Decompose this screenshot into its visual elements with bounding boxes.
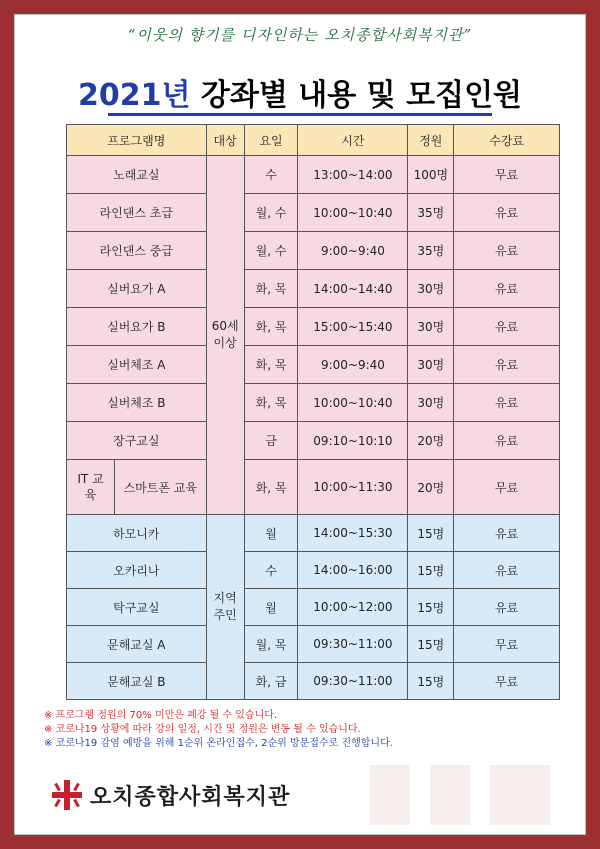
page-title	[0, 70, 600, 114]
day-cell: 월, 수	[244, 194, 298, 232]
day-cell: 수	[244, 552, 298, 589]
capacity-cell: 15명	[408, 663, 454, 700]
capacity-cell: 35명	[408, 194, 454, 232]
time-cell: 10:00~10:40	[298, 194, 408, 232]
program-name: 탁구교실	[67, 589, 207, 626]
fee-cell: 유료	[454, 194, 560, 232]
day-cell: 월	[244, 589, 298, 626]
day-cell: 화, 목	[244, 270, 298, 308]
header-fee: 수강료	[454, 125, 560, 156]
capacity-cell: 20명	[408, 422, 454, 460]
program-name: 실버요가 A	[67, 270, 207, 308]
fee-cell: 유료	[454, 308, 560, 346]
note-closure: ※ 프로그램 정원의 70% 미만은 폐강 될 수 있습니다.	[44, 710, 278, 721]
time-cell: 09:30~11:00	[298, 626, 408, 663]
slogan: “이웃의 향기를 디자인하는 오치종합사회복지관”	[127, 26, 473, 44]
capacity-cell: 30명	[408, 346, 454, 384]
program-name: 오카리나	[67, 552, 207, 589]
header-capacity: 정원	[408, 125, 454, 156]
background-pattern-icon	[360, 760, 560, 830]
course-table	[66, 124, 560, 700]
capacity-cell: 30명	[408, 270, 454, 308]
program-name: 문해교실 B	[67, 663, 207, 700]
day-cell: 화, 목	[244, 346, 298, 384]
table-row	[67, 589, 560, 626]
day-cell: 월, 수	[244, 232, 298, 270]
it-category: IT 교육	[77, 472, 104, 502]
fee-cell: 유료	[454, 384, 560, 422]
table-row	[67, 460, 560, 515]
title-underline	[108, 113, 492, 116]
time-cell: 09:10~10:10	[298, 422, 408, 460]
header-time: 시간	[298, 125, 408, 156]
day-cell: 월	[244, 515, 298, 552]
table-row	[67, 422, 560, 460]
day-cell: 화, 금	[244, 663, 298, 700]
table-row	[67, 270, 560, 308]
table-row	[67, 552, 560, 589]
time-cell: 13:00~14:00	[298, 156, 408, 194]
notes-section	[44, 709, 393, 751]
capacity-cell: 30명	[408, 384, 454, 422]
time-cell: 9:00~9:40	[298, 232, 408, 270]
day-cell: 월, 목	[244, 626, 298, 663]
fee-cell: 유료	[454, 422, 560, 460]
fee-cell: 무료	[454, 156, 560, 194]
program-name: 실버요가 B	[67, 308, 207, 346]
fee-cell: 유료	[454, 270, 560, 308]
table-row	[67, 626, 560, 663]
capacity-cell: 20명	[408, 460, 454, 515]
day-cell: 수	[244, 156, 298, 194]
time-cell: 9:00~9:40	[298, 346, 408, 384]
title-rest: 강좌별 내용 및 모집인원	[190, 78, 523, 113]
time-cell: 09:30~11:00	[298, 663, 408, 700]
capacity-cell: 15명	[408, 589, 454, 626]
time-cell: 10:00~12:00	[298, 589, 408, 626]
table-row	[67, 346, 560, 384]
capacity-cell: 30명	[408, 308, 454, 346]
program-name: 스마트폰 교육	[114, 460, 206, 515]
fee-cell: 유료	[454, 232, 560, 270]
table-row	[67, 663, 560, 700]
program-name: 실버체조 A	[67, 346, 207, 384]
day-cell: 화, 목	[244, 460, 298, 515]
table-row	[67, 515, 560, 552]
capacity-cell: 15명	[408, 626, 454, 663]
it-category-cell	[67, 460, 115, 515]
table-row	[67, 194, 560, 232]
fee-cell: 무료	[454, 663, 560, 700]
table-row	[67, 384, 560, 422]
fee-cell: 유료	[454, 552, 560, 589]
org-logo	[50, 775, 290, 815]
program-name: 실버체조 B	[67, 384, 207, 422]
capacity-cell: 100명	[408, 156, 454, 194]
program-name: 하모니카	[67, 515, 207, 552]
fee-cell: 무료	[454, 460, 560, 515]
table-header-row	[67, 125, 560, 156]
fee-cell: 무료	[454, 626, 560, 663]
time-cell: 14:00~15:30	[298, 515, 408, 552]
header-program: 프로그램명	[67, 125, 207, 156]
target-cell	[206, 156, 244, 515]
header-day: 요일	[244, 125, 298, 156]
table-row	[67, 308, 560, 346]
note-registration: ※ 코로나19 감염 예방을 위해 1순위 온라인접수, 2순위 방문접수로 진행합니다.	[44, 738, 393, 749]
time-cell: 15:00~15:40	[298, 308, 408, 346]
fee-cell: 유료	[454, 515, 560, 552]
program-name: 노래교실	[67, 156, 207, 194]
table-row	[67, 156, 560, 194]
program-name: 라인댄스 초급	[67, 194, 207, 232]
day-cell: 금	[244, 422, 298, 460]
time-cell: 14:00~14:40	[298, 270, 408, 308]
capacity-cell: 15명	[408, 552, 454, 589]
day-cell: 화, 목	[244, 308, 298, 346]
target-text: 지역 주민	[213, 591, 237, 622]
caritas-cross-icon	[50, 778, 84, 812]
note-covid-change: ※ 코로나19 상황에 따라 강의 일정, 시간 및 정원은 변동 될 수 있습니다.	[44, 724, 361, 735]
title-year: 2021년	[77, 78, 191, 113]
target-text: 60세 이상	[211, 319, 239, 350]
fee-cell: 유료	[454, 589, 560, 626]
program-name: 장구교실	[67, 422, 207, 460]
program-name: 라인댄스 중급	[67, 232, 207, 270]
time-cell: 10:00~11:30	[298, 460, 408, 515]
day-cell: 화, 목	[244, 384, 298, 422]
fee-cell: 유료	[454, 346, 560, 384]
target-cell	[206, 515, 244, 700]
time-cell: 10:00~10:40	[298, 384, 408, 422]
header-target: 대상	[206, 125, 244, 156]
table-row	[67, 232, 560, 270]
capacity-cell: 15명	[408, 515, 454, 552]
time-cell: 14:00~16:00	[298, 552, 408, 589]
capacity-cell: 35명	[408, 232, 454, 270]
org-name: 오치종합사회복지관	[90, 784, 291, 810]
program-name: 문해교실 A	[67, 626, 207, 663]
